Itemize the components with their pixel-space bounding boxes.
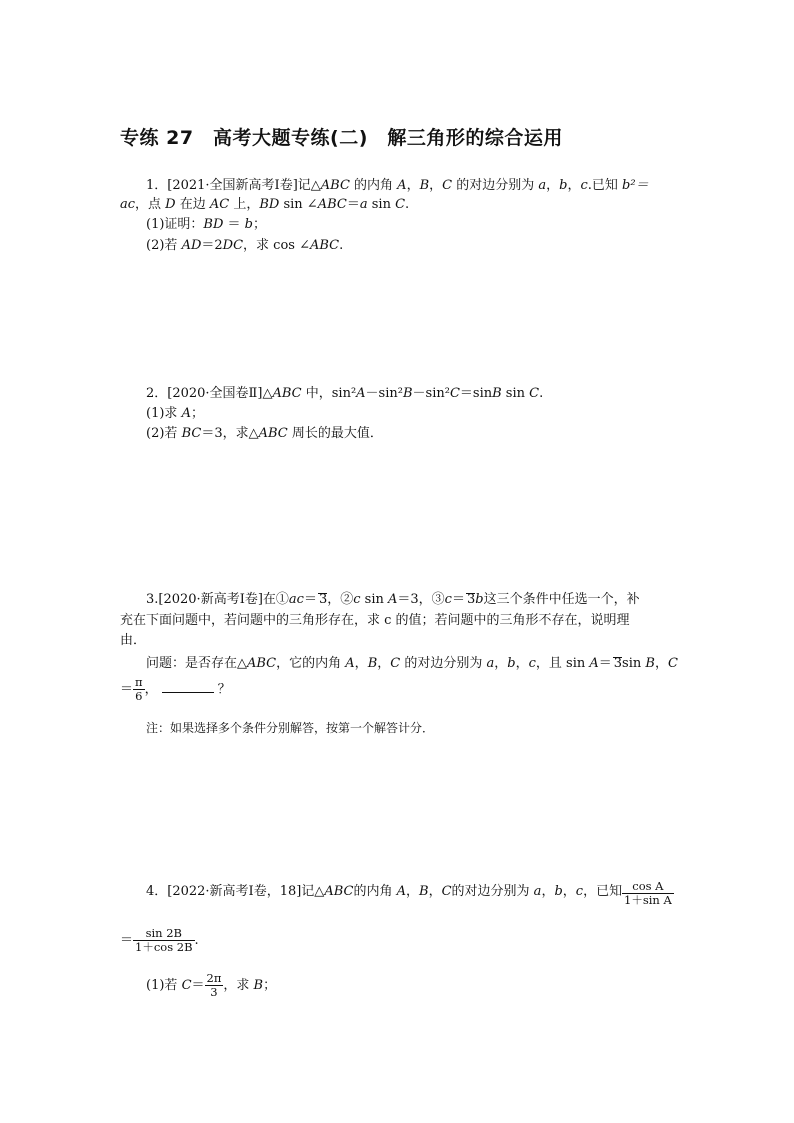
q2-var: A xyxy=(181,406,191,421)
q2-var: ABC xyxy=(272,386,302,401)
q1-var: c xyxy=(580,178,588,193)
q1-var: ABC xyxy=(317,197,347,212)
q1-text: sin ∠ xyxy=(279,197,318,212)
q1-text: ，求 cos ∠ xyxy=(243,238,310,253)
q3-text: ，且 sin xyxy=(535,656,590,671)
q1-text: ， xyxy=(406,178,420,193)
q2-text: ＝3，求△ xyxy=(201,426,259,441)
fraction-pi-over-6 xyxy=(133,676,145,703)
sqrt-symbol xyxy=(318,593,327,606)
q1-var: C xyxy=(395,197,406,212)
q1-text: 的对边分别为 xyxy=(452,178,539,193)
q3-var: ac xyxy=(288,592,304,607)
q3-text: ＝ xyxy=(303,592,317,607)
q4-text: 4．[2022·新高考Ⅰ卷，18]记△ xyxy=(146,884,325,899)
q4-part-1 xyxy=(146,972,276,999)
q3-var: C xyxy=(667,656,678,671)
fraction-denominator: 6 xyxy=(133,689,145,703)
q1-text: ， xyxy=(546,178,560,193)
q3-var: C xyxy=(390,656,401,671)
q1-text: .已知 xyxy=(587,178,623,193)
q4-text: ， xyxy=(562,884,576,899)
q4-var: A xyxy=(396,884,406,899)
q4-text: ，已知 xyxy=(583,884,623,899)
q1-var: AC xyxy=(209,197,230,212)
q3-text: ， xyxy=(144,682,158,697)
q1-var: D xyxy=(165,197,176,212)
q4-text: 的内角 xyxy=(353,884,397,899)
q3-var: b xyxy=(507,656,516,671)
q1-var: ABC xyxy=(320,178,350,193)
q3-var: c xyxy=(528,656,536,671)
q2-text: . xyxy=(539,386,544,401)
q1-text: 1．[2021·全国新高考Ⅰ卷]记△ xyxy=(146,178,321,193)
q1-var: BD xyxy=(203,217,224,232)
q1-var: a xyxy=(538,178,547,193)
q2-var: ABC xyxy=(258,426,288,441)
q3-text: 3 xyxy=(466,592,476,607)
q4-var: c xyxy=(575,884,584,899)
fraction-cosA xyxy=(622,880,674,907)
q3-text: sin xyxy=(622,656,646,671)
q1-var: DC xyxy=(222,238,244,253)
q3-text: 的对边分别为 xyxy=(400,656,487,671)
q4-var: B xyxy=(253,978,264,993)
q3-var: B xyxy=(645,656,655,671)
q3-text: ＝ xyxy=(598,656,612,671)
sqrt-symbol xyxy=(466,593,475,606)
q1-text: 上， xyxy=(229,197,260,212)
q3-var: A xyxy=(345,656,355,671)
q3-var: B xyxy=(367,656,378,671)
answer-blank[interactable] xyxy=(162,680,214,693)
q2-var: B xyxy=(492,386,502,401)
q2-part-2 xyxy=(146,425,383,443)
sqrt-symbol xyxy=(613,657,622,670)
q1-var: A xyxy=(397,178,407,193)
q1-text: ＝ xyxy=(346,197,360,212)
q3-condition-line xyxy=(120,676,231,703)
q1-var: B xyxy=(419,178,430,193)
q2-text: sin xyxy=(501,386,530,401)
q2-text: (2)若 xyxy=(146,426,182,441)
q4-text: ， xyxy=(405,884,419,899)
q1-var: AD xyxy=(181,238,202,253)
q3-text: ＝3，③ xyxy=(397,592,445,607)
q3-text: 3 xyxy=(613,656,623,671)
q3-text: ＝ xyxy=(120,682,134,697)
q4-text: ＝ xyxy=(120,933,134,948)
q3-text: ，② xyxy=(327,592,354,607)
q3-line-2: 充在下面问题中，若问题中的三角形存在，求 c 的值；若问题中的三角形不存在，说明理 xyxy=(120,613,630,628)
q1-text: (1)证明： xyxy=(146,217,204,232)
q4-var: B xyxy=(419,884,429,899)
q1-text: ； xyxy=(253,217,267,232)
q2-text: ； xyxy=(190,406,204,421)
q2-text: －sin² xyxy=(412,386,450,401)
q1-var: BD xyxy=(259,197,280,212)
q1-line-1 xyxy=(146,177,649,195)
q1-text: . xyxy=(339,238,344,253)
q2-var: B xyxy=(402,386,413,401)
q3-text: 3.[2020·新高考Ⅰ卷]在① xyxy=(146,592,289,607)
q1-part-1 xyxy=(146,216,266,234)
q2-var: C xyxy=(529,386,540,401)
q3-text: ， xyxy=(354,656,368,671)
fraction xyxy=(622,880,674,907)
fraction-numerator: sin 2B xyxy=(145,926,182,940)
q3-text: ？ xyxy=(217,682,231,697)
q4-var: C xyxy=(181,978,192,993)
q2-var: BC xyxy=(181,426,202,441)
fraction-numerator: cos A xyxy=(632,879,664,893)
q3-var: c xyxy=(444,592,452,607)
q3-text: ， xyxy=(494,656,508,671)
q1-var: b xyxy=(244,217,253,232)
q3-line-3: 由． xyxy=(120,633,147,648)
q3-var: a xyxy=(486,656,495,671)
q2-part-1 xyxy=(146,405,204,423)
q1-text: sin xyxy=(367,197,396,212)
q1-text: ＝2 xyxy=(201,238,223,253)
q3-text: ， xyxy=(654,656,668,671)
q3-line-1 xyxy=(146,591,640,609)
q2-text: ＝sin xyxy=(459,386,493,401)
q1-var: b²＝ xyxy=(622,178,649,193)
q1-text: 在边 xyxy=(175,197,210,212)
q1-text: ＝ xyxy=(223,217,245,232)
q3-problem-line xyxy=(146,655,678,673)
q4-var: ABC xyxy=(324,884,354,899)
q2-text: 周长的最大值． xyxy=(287,426,383,441)
q3-text: ， xyxy=(377,656,391,671)
q3-text: ， xyxy=(515,656,529,671)
fraction-denominator: 3 xyxy=(205,985,224,999)
q1-var: ac xyxy=(120,197,136,212)
q2-text: 中，sin² xyxy=(301,386,357,401)
q3-text: 问题：是否存在△ xyxy=(146,656,247,671)
q4-line-1 xyxy=(146,883,622,901)
q1-text: (2)若 xyxy=(146,238,182,253)
q2-text: 2．[2020·全国卷Ⅱ]△ xyxy=(146,386,273,401)
q3-text: 3 xyxy=(318,592,328,607)
q4-text: . xyxy=(194,933,199,948)
q1-var: a xyxy=(359,197,368,212)
q1-text: ， xyxy=(567,178,581,193)
q1-text: . xyxy=(405,197,410,212)
q4-var: a xyxy=(533,884,542,899)
q3-var: b xyxy=(475,592,484,607)
q3-text: sin xyxy=(360,592,388,607)
q4-text: 的对边分别为 xyxy=(451,884,534,899)
q4-line-2 xyxy=(120,927,199,954)
q3-var: ABC xyxy=(247,656,277,671)
fraction-denominator: 1＋sin A xyxy=(624,893,672,907)
q2-line-1 xyxy=(146,385,543,403)
q4-text: ； xyxy=(263,978,277,993)
fraction-2pi-over-3 xyxy=(205,972,224,999)
q3-var: c xyxy=(353,592,361,607)
q2-text: (1)求 xyxy=(146,406,182,421)
page-title: 专练 27 高考大题专练(二) 解三角形的综合运用 xyxy=(120,127,563,149)
q4-text: ， xyxy=(541,884,555,899)
q1-var: b xyxy=(559,178,568,193)
q3-text: ＝ xyxy=(451,592,465,607)
q4-text: ＝ xyxy=(191,978,205,993)
q3-text: ，它的内角 xyxy=(276,656,346,671)
q3-note: 注：如果选择多个条件分别解答，按第一个解答计分． xyxy=(146,721,435,735)
q2-text: －sin² xyxy=(365,386,403,401)
q1-text: 的内角 xyxy=(349,178,398,193)
q4-text: ， xyxy=(428,884,442,899)
q1-text: ， xyxy=(429,178,443,193)
q1-line-2 xyxy=(120,196,409,214)
q1-var: C xyxy=(442,178,453,193)
q1-text: ，点 xyxy=(135,197,166,212)
q4-text: ，求 xyxy=(223,978,254,993)
fraction-sin2B xyxy=(133,927,195,954)
q1-part-2 xyxy=(146,237,343,255)
q4-var: b xyxy=(554,884,563,899)
q2-var: A xyxy=(356,386,366,401)
q4-text: (1)若 xyxy=(146,978,182,993)
q2-var: C xyxy=(449,386,460,401)
q3-text: 这三个条件中任选一个，补 xyxy=(483,592,640,607)
q4-var: C xyxy=(441,884,452,899)
q1-var: ABC xyxy=(309,238,340,253)
fraction-numerator: 2π xyxy=(206,971,222,985)
q3-var: A xyxy=(388,592,398,607)
q3-var: A xyxy=(589,656,599,671)
fraction-numerator: π xyxy=(135,675,143,689)
fraction-denominator: 1＋cos 2B xyxy=(135,940,193,954)
